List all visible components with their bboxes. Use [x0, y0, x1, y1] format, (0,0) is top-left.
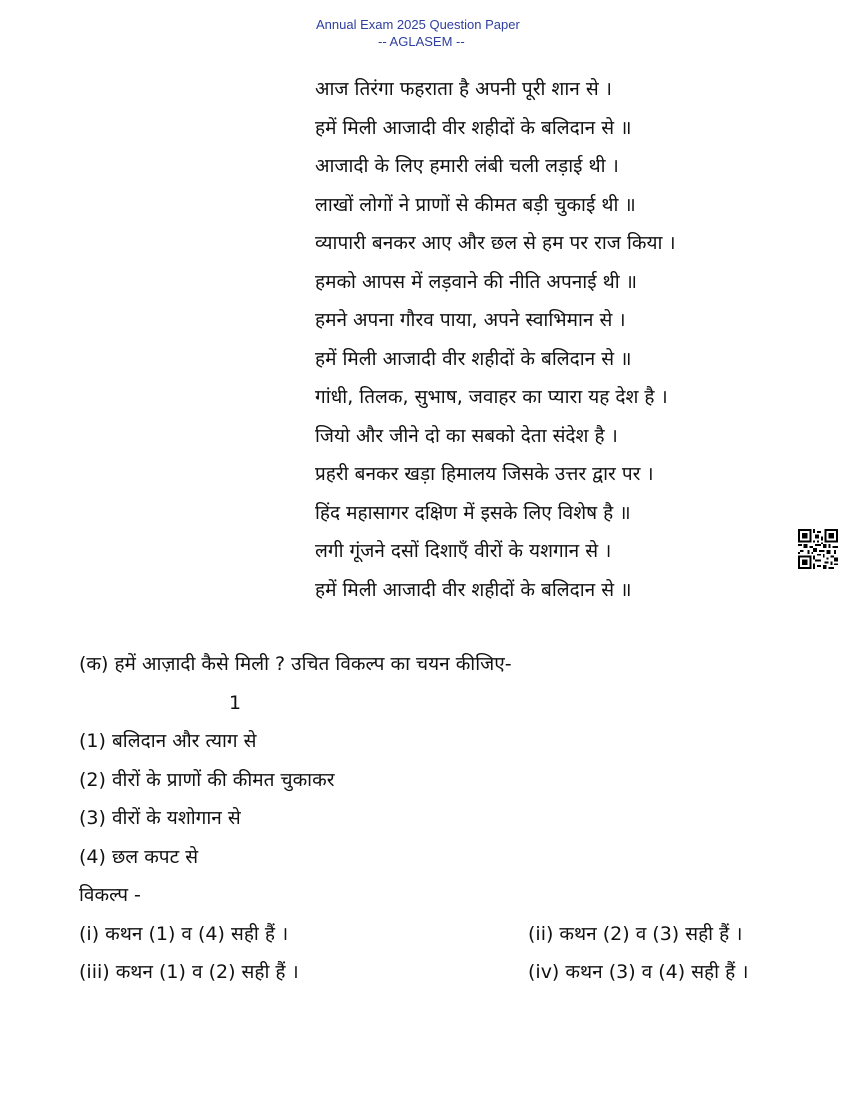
poem-line: हमें मिली आजादी वीर शहीदों के बलिदान से ॥	[315, 347, 632, 370]
statement: (2) वीरों के प्राणों की कीमत चुकाकर	[79, 768, 335, 791]
options-label: विकल्प -	[79, 884, 141, 906]
poem-line: गांधी, तिलक, सुभाष, जवाहर का प्यारा यह देश है ।	[315, 386, 668, 408]
question-block	[79, 645, 819, 992]
options-row	[79, 915, 819, 954]
statement: (3) वीरों के यशोगान से	[79, 807, 241, 829]
poem-line: आजादी के लिए हमारी लंबी चली लड़ाई थी ।	[315, 155, 619, 177]
poem-line: आज तिरंगा फहराता है अपनी पूरी शान से ।	[315, 78, 612, 100]
qr-code-icon	[798, 529, 838, 569]
header-title: Annual Exam 2025 Question Paper	[316, 17, 520, 32]
options-row	[79, 953, 819, 992]
poem-line: हमें मिली आजादी वीर शहीदों के बलिदान से ॥	[315, 578, 632, 601]
question-marks: 1	[229, 691, 242, 714]
poem-line: लगी गूंजने दसों दिशाएँ वीरों के यशगान से ।	[315, 540, 612, 562]
poem-line: लाखों लोगों ने प्राणों से कीमत बड़ी चुकाई थी ॥	[315, 193, 636, 216]
option-iv: (iv) कथन (3) व (4) सही हैं ।	[528, 961, 749, 983]
option-i: (i) कथन (1) व (4) सही हैं ।	[79, 922, 289, 945]
poem	[315, 70, 676, 609]
option-ii: (ii) कथन (2) व (3) सही हैं ।	[528, 922, 743, 945]
poem-line: हमें मिली आजादी वीर शहीदों के बलिदान से ॥	[315, 116, 632, 139]
header-source: -- AGLASEM --	[378, 34, 465, 49]
poem-line: हमने अपना गौरव पाया, अपने स्वाभिमान से ।	[315, 309, 626, 331]
statement: (1) बलिदान और त्याग से	[79, 730, 257, 752]
option-iii: (iii) कथन (1) व (2) सही हैं ।	[79, 961, 299, 983]
question-prompt: (क) हमें आज़ादी कैसे मिली ? उचित विकल्प का चयन कीजिए-	[79, 653, 512, 675]
statement: (4) छल कपट से	[79, 845, 199, 868]
poem-line: हिंद महासागर दक्षिण में इसके लिए विशेष है ॥	[315, 501, 631, 524]
poem-line: प्रहरी बनकर खड़ा हिमालय जिसके उत्तर द्वार पर ।	[315, 463, 654, 485]
poem-line: व्यापारी बनकर आए और छल से हम पर राज किया ।	[315, 232, 676, 254]
poem-line: जियो और जीने दो का सबको देता संदेश है ।	[315, 424, 618, 447]
poem-line: हमको आपस में लड़वाने की नीति अपनाई थी ॥	[315, 270, 638, 293]
